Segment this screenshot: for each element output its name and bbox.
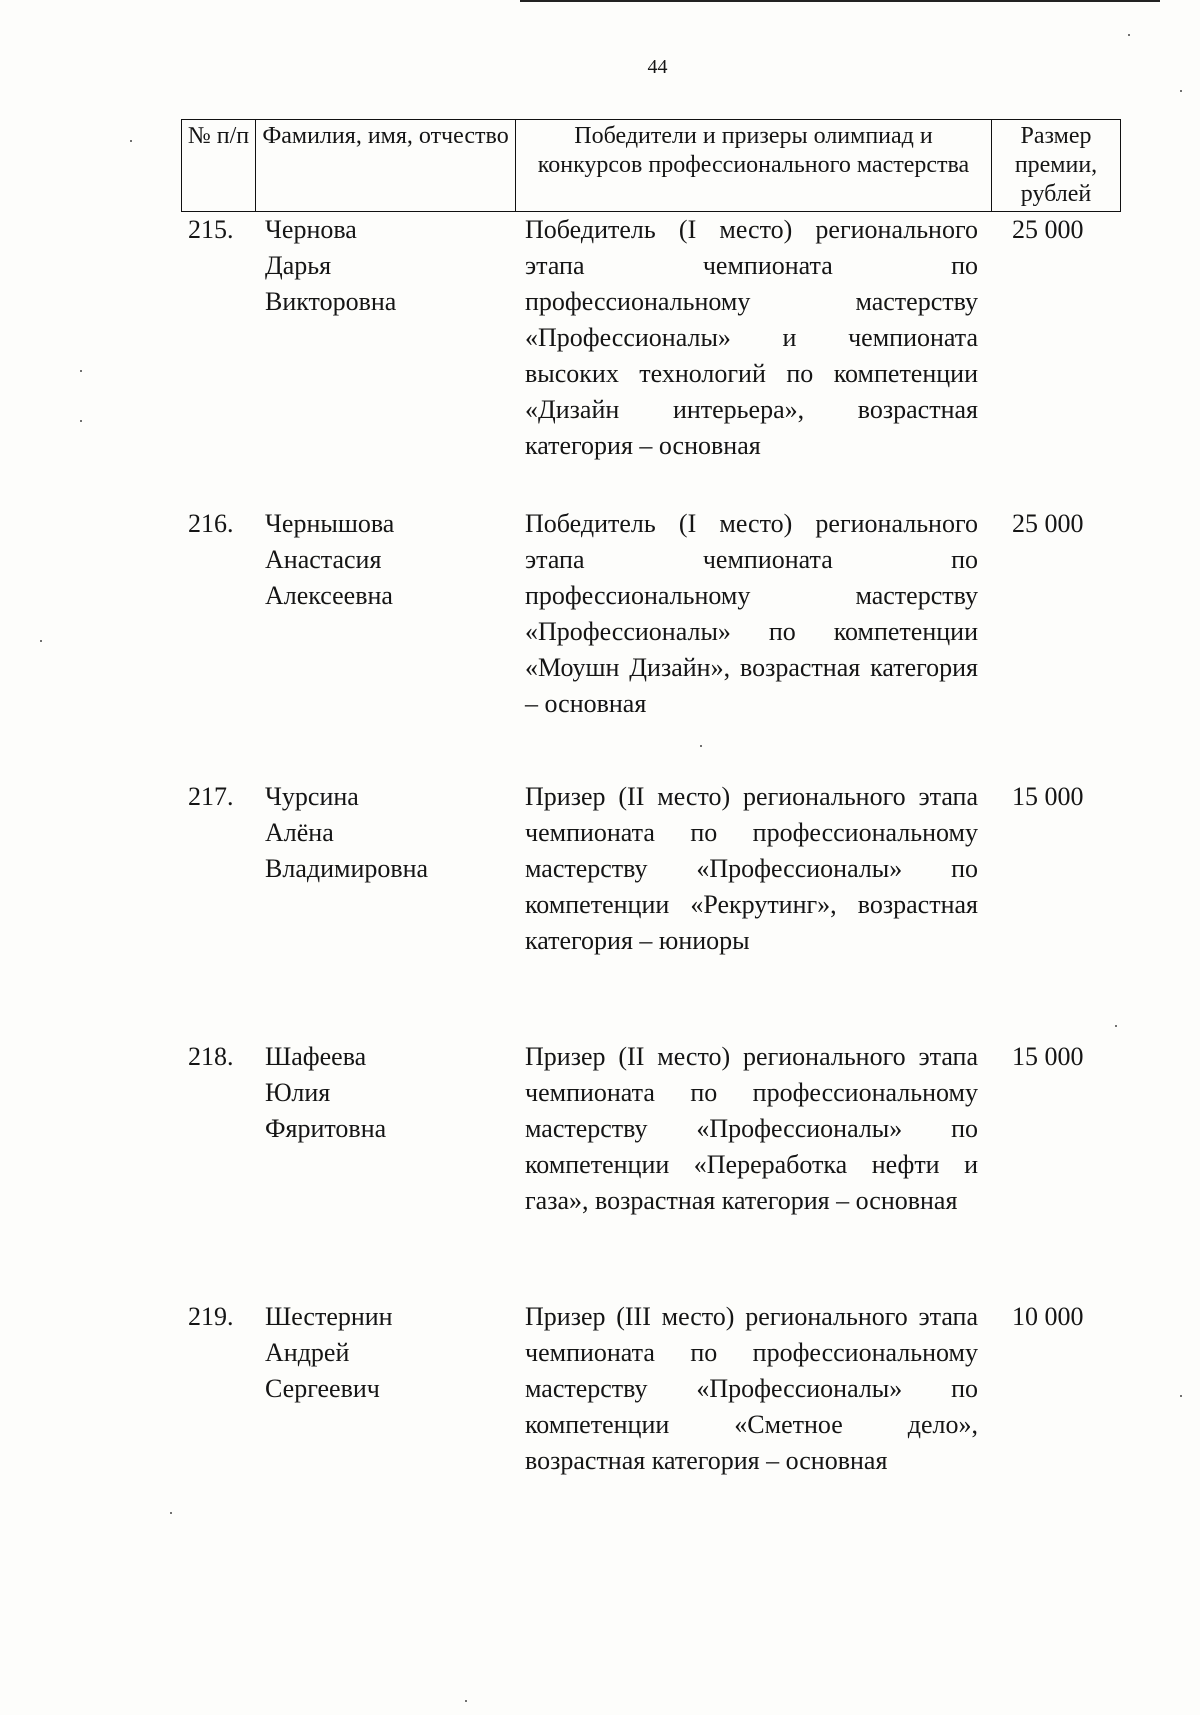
row-number: 219. — [188, 1302, 234, 1331]
patronymic: Фяритовна — [265, 1114, 387, 1143]
scan-speck — [1180, 90, 1182, 92]
scan-speck — [80, 370, 82, 372]
award-amount: 15 000 — [1012, 782, 1084, 811]
scan-speck — [700, 745, 702, 747]
scan-speck — [1115, 1025, 1117, 1027]
first-name: Дарья — [265, 251, 332, 280]
header-achievement: Победители и призеры олимпиад и конкурсов профессионального мастерства — [516, 120, 992, 212]
scan-speck — [130, 140, 132, 142]
achievement-text: Призер (II место) регионального этапа чемпионата по профессиональному мастерству «Профессионалы» по компетенции «Рекрутинг», возрастная категория – юниоры — [525, 782, 978, 955]
achievement-text: Призер (II место) регионального этапа чемпионата по профессиональному мастерству «Профессионалы» по компетенции «Переработка нефти и газа», возрастная категория – основная — [525, 1042, 978, 1215]
header-award-amount: Размер премии, рублей — [992, 120, 1121, 212]
patronymic: Алексеевна — [265, 581, 393, 610]
scan-speck — [80, 420, 82, 422]
patronymic: Сергеевич — [265, 1374, 380, 1403]
scan-speck — [170, 1512, 172, 1514]
row-number: 216. — [188, 509, 234, 538]
full-name — [265, 506, 515, 614]
surname: Чернова — [265, 215, 357, 244]
full-name — [265, 779, 515, 887]
row-number: 215. — [188, 215, 234, 244]
patronymic: Викторовна — [265, 287, 397, 316]
scan-speck — [1128, 34, 1130, 36]
scan-top-edge-line — [520, 0, 1160, 2]
page-number: 44 — [647, 56, 668, 78]
full-name — [265, 212, 515, 320]
scan-speck — [40, 640, 42, 642]
award-amount: 25 000 — [1012, 509, 1084, 538]
first-name: Алёна — [265, 818, 334, 847]
surname: Шестернин — [265, 1302, 393, 1331]
achievement-text: Победитель (I место) регионального этапа чемпионата по профессиональному мастерству «Профессионалы» и чемпионата высоких технологий по компетенции «Дизайн интерьера», возрастная категория – основная — [525, 215, 978, 460]
surname: Чурсина — [265, 782, 359, 811]
achievement-text: Призер (III место) регионального этапа чемпионата по профессиональному мастерству «Профессионалы» по компетенции «Сметное дело», возрастная категория – основная — [525, 1302, 978, 1475]
row-number: 217. — [188, 782, 234, 811]
header-full-name: Фамилия, имя, отчество — [256, 120, 516, 212]
award-amount: 25 000 — [1012, 215, 1084, 244]
surname: Чернышова — [265, 509, 395, 538]
patronymic: Владимировна — [265, 854, 429, 883]
full-name — [265, 1039, 515, 1147]
header-number: № п/п — [182, 120, 256, 212]
achievement-text: Победитель (I место) регионального этапа чемпионата по профессиональному мастерству «Профессионалы» по компетенции «Моушн Дизайн», возрастная категория – основная — [525, 509, 978, 718]
surname: Шафеева — [265, 1042, 367, 1071]
table-header — [181, 119, 1121, 212]
award-amount: 15 000 — [1012, 1042, 1084, 1071]
full-name — [265, 1299, 515, 1407]
first-name: Андрей — [265, 1338, 350, 1367]
scan-speck — [465, 1700, 467, 1702]
first-name: Анастасия — [265, 545, 382, 574]
first-name: Юлия — [265, 1078, 331, 1107]
row-number: 218. — [188, 1042, 234, 1071]
scan-speck — [1180, 1395, 1182, 1397]
award-amount: 10 000 — [1012, 1302, 1084, 1331]
